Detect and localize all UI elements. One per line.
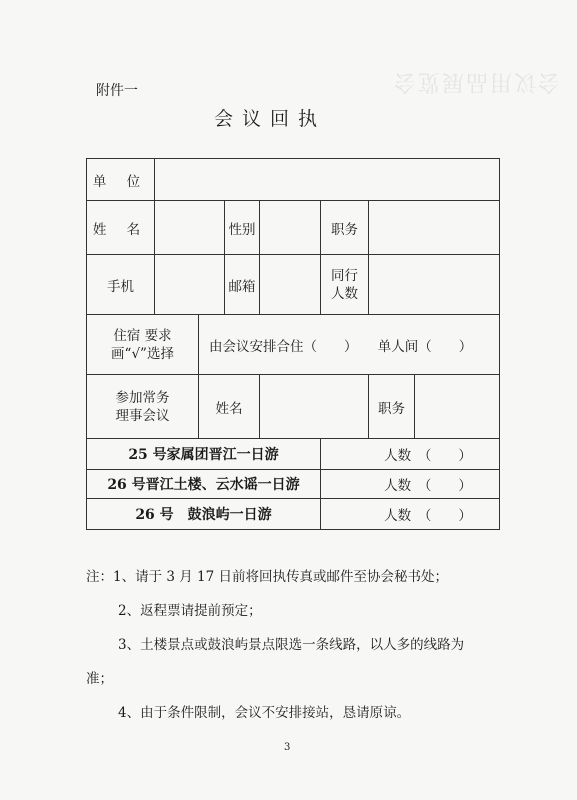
- companions-label: 同行 人数: [321, 255, 369, 315]
- note-3: 3、土楼景点或鼓浪屿景点限选一条线路，以人多的线路为: [118, 637, 465, 653]
- tour-name: 26 号晋江土楼、云水谣一日游: [87, 470, 321, 499]
- name-label: 姓 名: [87, 201, 155, 255]
- lodging-label: 住宿 要求 画“√”选择: [87, 315, 199, 375]
- tour-count-field[interactable]: 人数 （ ）: [321, 439, 500, 470]
- lodging-option-single[interactable]: 单人间（ ）: [377, 338, 473, 355]
- gender-label: 性别: [225, 201, 260, 255]
- email-label: 邮箱: [225, 255, 260, 315]
- note-4: 4、由于条件限制，会议不安排接站，恳请原谅。: [118, 705, 411, 721]
- position-label: 职务: [321, 201, 369, 255]
- gender-field[interactable]: [260, 201, 321, 255]
- position-field[interactable]: [369, 201, 500, 255]
- unit-field[interactable]: [155, 159, 500, 201]
- tour-count-field[interactable]: 人数 （ ）: [321, 499, 500, 530]
- mobile-field[interactable]: [155, 255, 225, 315]
- notes-section: [86, 560, 506, 730]
- tour-name: 26 号 鼓浪屿一日游: [87, 499, 321, 530]
- council-name-field[interactable]: [260, 375, 369, 439]
- tour-count-field[interactable]: 人数 （ ）: [321, 470, 500, 499]
- page-title: 会议回执: [214, 108, 327, 130]
- receipt-form-table: [86, 158, 500, 530]
- note-2: 2、返程票请提前预定；: [118, 603, 262, 619]
- lodging-option-shared[interactable]: 由会议安排合住（ ）: [209, 338, 351, 355]
- companions-field[interactable]: [369, 255, 500, 315]
- council-position-field[interactable]: [415, 375, 500, 439]
- email-field[interactable]: [260, 255, 321, 315]
- council-name-label: 姓名: [199, 375, 260, 439]
- page-number: 3: [284, 742, 291, 753]
- council-position-label: 职务: [369, 375, 415, 439]
- attachment-label: 附件一: [96, 83, 138, 99]
- note-3-continued: 准；: [86, 671, 113, 687]
- bleed-through-text: 会议用品展览会: [391, 69, 560, 94]
- note-1: 注：1、请于 3 月 17 日前将回执传真或邮件至协会秘书处；: [86, 569, 449, 585]
- name-field[interactable]: [155, 201, 225, 255]
- tour-name: 25 号家属团晋江一日游: [87, 439, 321, 470]
- lodging-options[interactable]: [199, 315, 500, 375]
- council-label: 参加常务 理事会议: [87, 375, 199, 439]
- unit-label: 单 位: [87, 159, 155, 201]
- mobile-label: 手机: [87, 255, 155, 315]
